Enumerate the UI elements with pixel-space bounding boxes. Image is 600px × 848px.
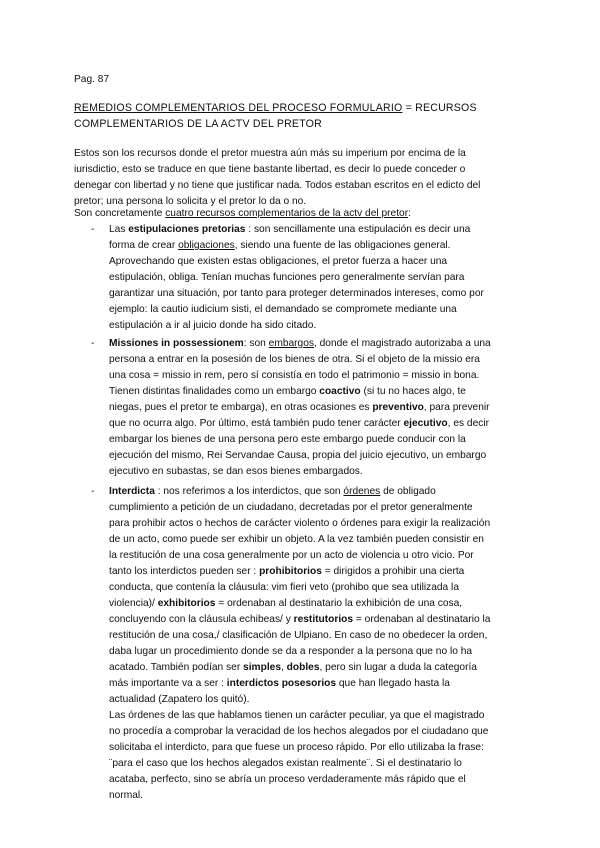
list-item: [109, 485, 436, 498]
text-span: que han llegado hasta la: [336, 678, 450, 689]
list-dash: -: [91, 224, 95, 235]
item-line: la restitución de una cosa generalmente por un acto de violencia u otro vicio. Por: [109, 550, 474, 561]
section-heading: [74, 102, 477, 115]
text-span: tanto los interdictos pueden ser :: [109, 566, 260, 577]
item-line: solicitaba el interdicto, para que fuese un proceso rápido. Por ello utilizaba la frase:: [109, 742, 484, 753]
bold-term: interdictos posesorios: [226, 678, 337, 689]
item-line: daba lugar un procedimiento donde se da a responder a la persona que no lo ha: [109, 646, 473, 657]
item-line: [109, 401, 490, 414]
item-line: [109, 239, 451, 252]
intro-underlined: cuatro recursos complementarios de la actv del pretor: [165, 208, 409, 219]
item-line: de un acto, como puede ser exhibir un objeto. A la vez también pueden consistir en: [109, 534, 484, 545]
item-line: estipulación, obliga. Tenían muchas funciones pero generalmente servían para: [109, 272, 465, 283]
item-line: [109, 417, 489, 430]
item-line: ejecución del mismo, Rei Servandae Causa, propia del juicio ejecutivo, un embargo: [109, 450, 487, 461]
item-line: [109, 677, 450, 690]
intro-pre: Son concretamente: [74, 208, 166, 219]
list-item: [109, 223, 470, 236]
bold-term: preventivo: [372, 402, 424, 413]
underlined-text: obligaciones: [178, 240, 235, 251]
item-line: actualidad (Zapatero los quitó).: [109, 694, 250, 705]
bold-term: restitutorios: [293, 614, 354, 625]
item-line: una cosa = missio in rem, pero sí consistía en todo el patrimonio = missio in bona.: [109, 370, 480, 381]
text-span: Las: [109, 224, 129, 235]
text-span: violencia)/: [109, 598, 158, 609]
text-span: , siendo una fuente de las obligaciones general.: [234, 240, 451, 251]
bold-term: coactivo: [319, 386, 361, 397]
text-span: concluyendo con la cláusula echibeas/ y: [109, 614, 294, 625]
intro-post: :: [408, 208, 411, 219]
list-dash: -: [91, 338, 95, 349]
list-item: [109, 337, 491, 350]
text-span: : nos referimos a los interdictos, que son: [154, 486, 344, 497]
item-line: embargar los bienes de una persona pero este embargo puede conducir con la: [109, 434, 466, 445]
item-line: garantizar una situación, por tanto para proteger determinados intereses, como por: [109, 288, 484, 299]
item-line: estipulación a ir al juicio donde ha sido citado.: [109, 320, 317, 331]
item-line: [109, 661, 477, 674]
heading-line2: COMPLEMENTARIOS DE LA ACTV DEL PRETOR: [74, 118, 322, 130]
text-span: = ordenaban al destinatario la: [353, 614, 491, 625]
item-line: ejecutivo en subastas, se dan esos bienes embargados.: [109, 466, 363, 477]
list-dash: -: [91, 486, 95, 497]
text-span: más importante va a ser :: [109, 678, 227, 689]
item-line: [109, 565, 464, 578]
heading-title: REMEDIOS COMPLEMENTARIOS DEL PROCESO FORMULARIO: [74, 102, 403, 114]
text-span: ,: [281, 662, 287, 673]
intro-line: [74, 207, 411, 220]
item-line: acataba, perfecto, sino se abría un proceso verdaderamente más rápido que el: [109, 774, 466, 785]
text-span: Tienen distintas finalidades como un embargo: [109, 386, 320, 397]
bold-term: dobles: [286, 662, 320, 673]
text-span: , donde el magistrado autorizaba a una: [313, 338, 491, 349]
item-line: Las órdenes de las que hablamos tienen un carácter peculiar, ya que el magistrado: [109, 710, 485, 721]
text-span: acatado. También podían ser: [109, 662, 244, 673]
item-line: ¨para el caso que los hechos alegados existan realmente¨. Si el destinatario lo: [109, 758, 462, 769]
text-span: : son sencillamente una estipulación es decir una: [245, 224, 471, 235]
item-line: persona a entrar en la posesión de los bienes de otra. Si el objeto de la missio era: [109, 354, 480, 365]
text-span: , pero sin lugar a duda la categoría: [319, 662, 477, 673]
text-span: , para prevenir: [423, 402, 490, 413]
item-title: Missiones in possessionem: [109, 338, 244, 349]
item-line: para prohibir actos o hechos de carácter violento o órdenes para exigir la realización: [109, 518, 491, 529]
text-span: de obligado: [380, 486, 436, 497]
item-line: Aprovechando que existen estas obligaciones, el pretor fuerza a hacer una: [109, 256, 448, 267]
item-line: ejemplo: la cautio iudicium sisti, el demandado se compromete mediante una: [109, 304, 457, 315]
text-span: forma de crear: [109, 240, 179, 251]
page-number: Pag. 87: [74, 74, 110, 85]
text-span: , es decir: [447, 418, 489, 429]
bold-term: ejecutivo: [403, 418, 448, 429]
item-line: [109, 613, 490, 626]
heading-rest: = RECURSOS: [402, 102, 477, 114]
item-line: normal.: [109, 790, 143, 801]
item-line: [109, 385, 466, 398]
item-line: restitución de una cosa,/ clasificación de Ulpiano. En caso de no obedecer la orden,: [109, 630, 488, 641]
bold-term: prohibitorios: [259, 566, 322, 577]
text-span: = dirigidos a prohibir una cierta: [321, 566, 465, 577]
bold-term: exhibitorios: [157, 598, 216, 609]
text-span: niegas, pues el pretor te embarga), en otras ocasiones es: [109, 402, 373, 413]
intro-line: pretor; una persona lo solicita y el pretor lo da o no.: [74, 196, 307, 207]
item-line: no procedía a comprobar la veracidad de los hechos alegados por el ciudadano que: [109, 726, 489, 737]
intro-line: Estos son los recursos donde el pretor muestra aún más su imperium por encima de la: [74, 148, 466, 159]
item-line: [109, 597, 462, 610]
text-span: : son: [243, 338, 269, 349]
text-span: = ordenaban al destinatario la exhibición de una cosa,: [215, 598, 463, 609]
item-title: estipulaciones pretorias: [128, 224, 246, 235]
intro-line: denegar con libertad y no tiene que justificar nada. Todos estaban escritos en el edicto del: [74, 180, 481, 191]
text-span: que no ocurra algo. Por último, está también pudo tener carácter: [109, 418, 404, 429]
underlined-text: órdenes: [343, 486, 381, 497]
bold-term: simples: [243, 662, 281, 673]
item-line: conducta, que contenía la cláusula: vim fieri veto (prohibo que sea utilizada la: [109, 582, 459, 593]
intro-line: iurisdictio, esto se traduce en que tiene bastante libertad, es decir lo puede conceder o: [74, 164, 466, 175]
text-span: (si tu no haces algo, te: [360, 386, 466, 397]
underlined-text: embargos: [268, 338, 314, 349]
item-title: Interdicta: [109, 486, 155, 497]
item-line: cumplimiento a petición de un ciudadano, decretadas por el pretor generalmente: [109, 502, 473, 513]
